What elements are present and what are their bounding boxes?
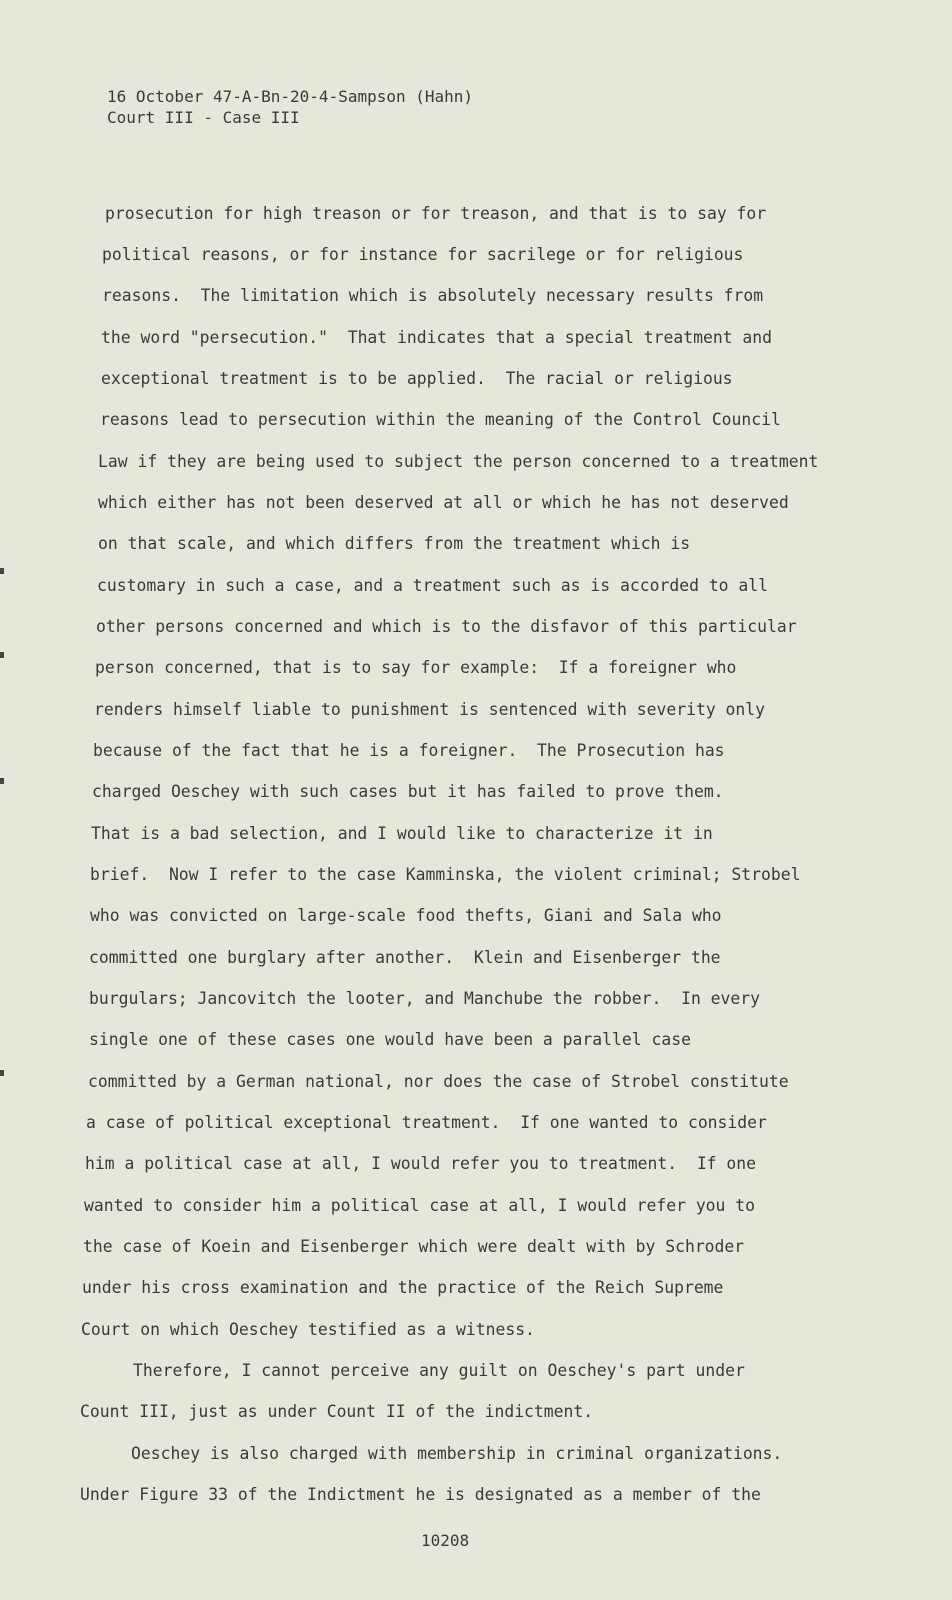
text-line: Count III, just as under Count II of the indictment.: [80, 1402, 594, 1421]
text-line: prosecution for high treason or for treason, and that is to say for: [105, 204, 767, 223]
text-line: who was convicted on large-scale food thefts, Giani and Sala who: [90, 906, 722, 925]
text-line: wanted to consider him a political case at all, I would refer you to: [84, 1196, 756, 1215]
text-line: person concerned, that is to say for example: If a foreigner who: [95, 658, 737, 677]
text-line: the case of Koein and Eisenberger which were dealt with by Schroder: [83, 1237, 745, 1256]
document-header: [107, 86, 473, 128]
text-line: committed one burglary after another. Klein and Eisenberger the: [89, 948, 721, 967]
margin-mark: [0, 652, 4, 658]
text-line: brief. Now I refer to the case Kamminska, the violent criminal; Strobel: [90, 865, 801, 884]
text-line: Therefore, I cannot perceive any guilt on Oeschey's part under: [133, 1361, 745, 1380]
text-line: single one of these cases one would have been a parallel case: [89, 1030, 691, 1049]
text-line: political reasons, or for instance for sacrilege or for religious: [102, 245, 744, 264]
text-line: renders himself liable to punishment is sentenced with severity only: [94, 700, 766, 719]
text-line: him a political case at all, I would refer you to treatment. If one: [85, 1154, 757, 1173]
text-line: charged Oeschey with such cases but it has failed to prove them.: [92, 782, 724, 801]
text-line: customary in such a case, and a treatment such as is accorded to all: [97, 576, 769, 595]
text-line: reasons lead to persecution within the meaning of the Control Council: [100, 410, 781, 429]
margin-mark: [0, 568, 4, 574]
page-number: 10208: [421, 1531, 470, 1550]
text-line: under his cross examination and the practice of the Reich Supreme: [82, 1278, 724, 1297]
margin-mark: [0, 778, 4, 784]
text-line: because of the fact that he is a foreigner. The Prosecution has: [93, 741, 725, 760]
text-line: which either has not been deserved at all or which he has not deserved: [98, 493, 789, 512]
text-line: exceptional treatment is to be applied. The racial or religious: [101, 369, 733, 388]
text-line: on that scale, and which differs from the treatment which is: [98, 534, 691, 553]
text-line: Law if they are being used to subject the person concerned to a treatment: [98, 452, 819, 471]
header-line-2: Court III - Case III: [107, 108, 300, 127]
text-line: Court on which Oeschey testified as a witness.: [81, 1320, 535, 1339]
text-line: burgulars; Jancovitch the looter, and Manchube the robber. In every: [89, 989, 761, 1008]
text-line: a case of political exceptional treatment. If one wanted to consider: [86, 1113, 767, 1132]
text-line: the word "persecution." That indicates that a special treatment and: [101, 328, 773, 347]
text-line: Oeschey is also charged with membership in criminal organizations.: [131, 1444, 783, 1463]
text-line: That is a bad selection, and I would like to characterize it in: [91, 824, 713, 843]
text-line: reasons. The limitation which is absolutely necessary results from: [102, 286, 764, 305]
text-line: committed by a German national, nor does the case of Strobel constitute: [88, 1072, 789, 1091]
margin-mark: [0, 1070, 4, 1076]
header-line-1: 16 October 47-A-Bn-20-4-Sampson (Hahn): [107, 87, 474, 106]
text-line: other persons concerned and which is to the disfavor of this particular: [96, 617, 797, 636]
text-line: Under Figure 33 of the Indictment he is designated as a member of the: [80, 1485, 761, 1504]
